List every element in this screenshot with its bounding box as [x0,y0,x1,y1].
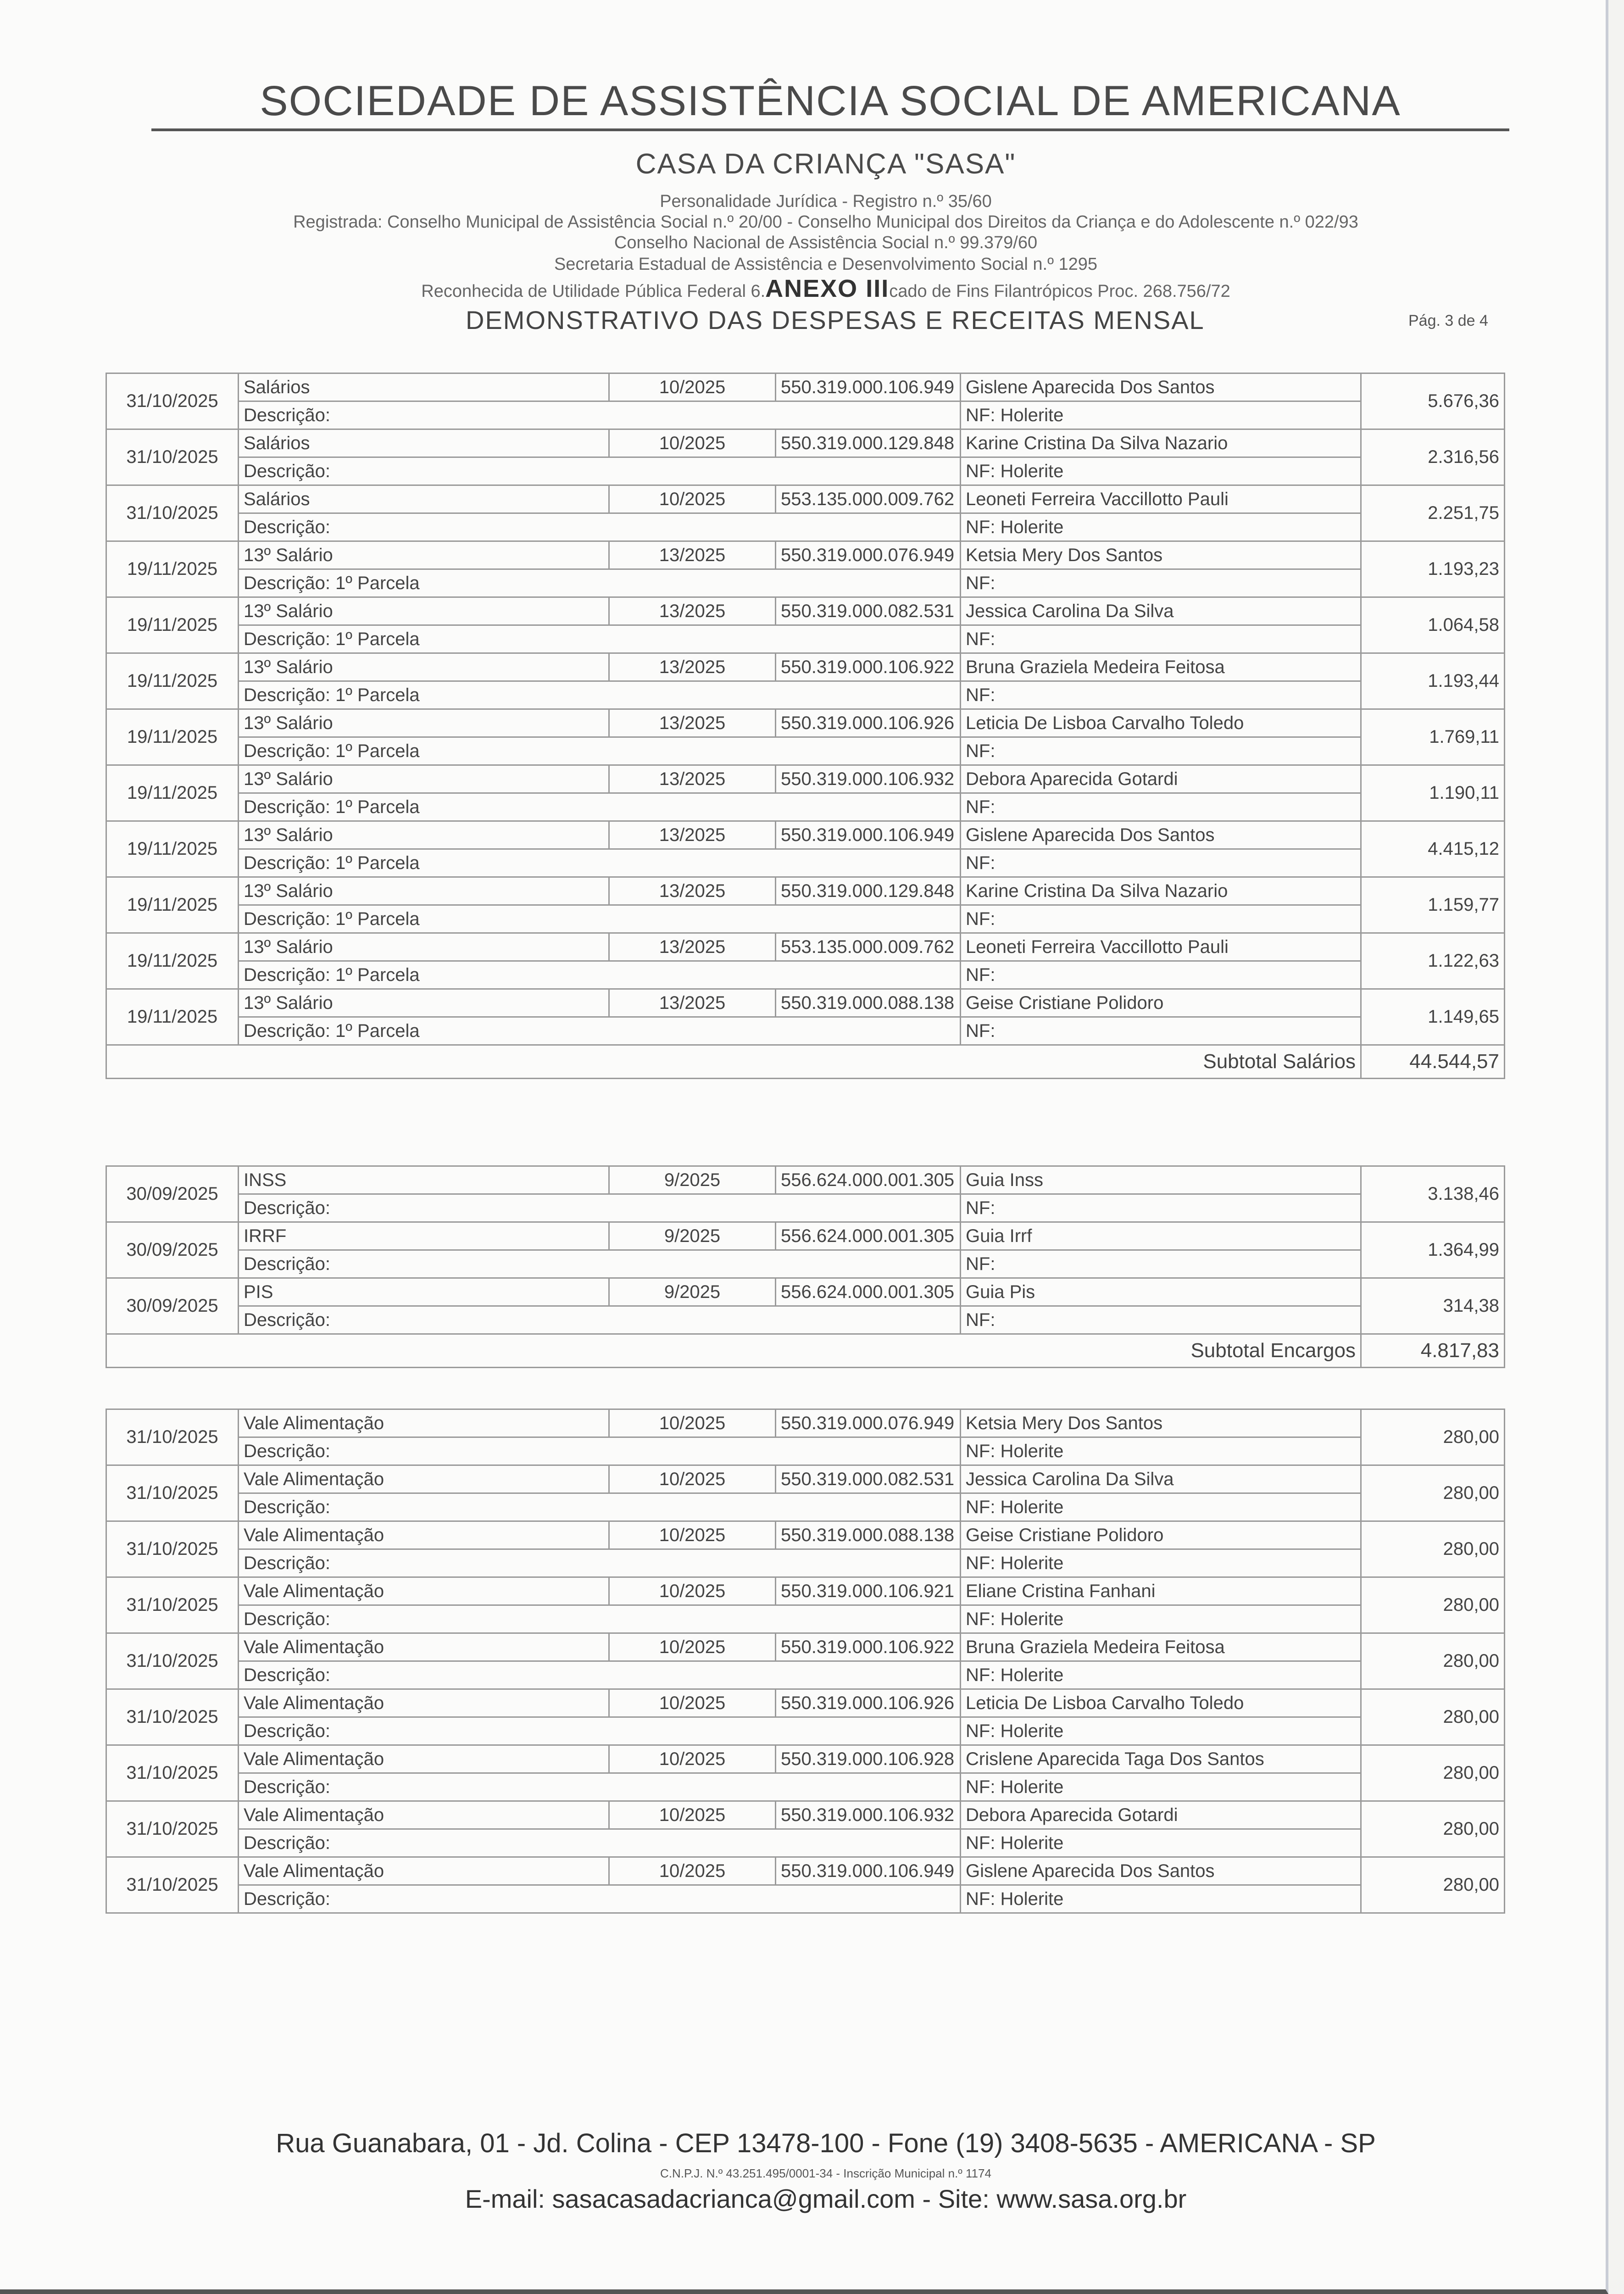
entry-type: Vale Alimentação [239,1409,609,1437]
entry-date: 31/10/2025 [106,485,239,541]
entry-nf: NF: [961,1250,1361,1278]
entry-nf: NF: [961,1194,1361,1222]
subtotal-row [106,1334,1505,1368]
entry-value: 1.769,11 [1361,709,1505,765]
entry-description: Descrição: [239,1306,961,1334]
entry-type: PIS [239,1278,609,1306]
entry-type: Salários [239,485,609,513]
entry-name: Leoneti Ferreira Vaccillotto Pauli [961,933,1361,961]
header-line-3: Conselho Nacional de Assistência Social n.º 99.379/60 [614,233,1038,252]
entry-value: 314,38 [1361,1278,1505,1334]
entry-nf: NF: [961,849,1361,877]
table-row [106,877,1505,905]
entry-name: Eliane Cristina Fanhani [961,1577,1361,1605]
table-row [106,821,1505,849]
table-row-detail [106,1250,1505,1278]
entry-date: 19/11/2025 [106,765,239,821]
entry-account: 550.319.000.082.531 [776,597,961,625]
table-row-detail [106,457,1505,485]
entry-value: 5.676,36 [1361,373,1505,429]
header-line-5 [0,274,1624,303]
entry-value: 1.364,99 [1361,1222,1505,1278]
table-row [106,1857,1505,1885]
entry-period: 13/2025 [609,653,776,681]
entry-account: 550.319.000.106.932 [776,1801,961,1829]
entry-description: Descrição: [239,1885,961,1913]
entry-name: Ketsia Mery Dos Santos [961,541,1361,569]
entry-date: 30/09/2025 [106,1278,239,1334]
entry-description: Descrição: [239,1437,961,1465]
entry-name: Leticia De Lisboa Carvalho Toledo [961,709,1361,737]
entry-period: 9/2025 [609,1222,776,1250]
table-row-detail [106,681,1505,709]
entry-description: Descrição: [239,1250,961,1278]
entry-name: Karine Cristina Da Silva Nazario [961,429,1361,457]
entry-type: 13º Salário [239,597,609,625]
entry-name: Jessica Carolina Da Silva [961,597,1361,625]
entry-nf: NF: Holerite [961,513,1361,541]
entry-nf: NF: Holerite [961,457,1361,485]
table-row [106,765,1505,793]
entry-date: 30/09/2025 [106,1166,239,1222]
table-row [106,1577,1505,1605]
table-row [106,1801,1505,1829]
table-row [106,1278,1505,1306]
entry-name: Leoneti Ferreira Vaccillotto Pauli [961,485,1361,513]
entry-date: 19/11/2025 [106,877,239,933]
entry-nf: NF: [961,569,1361,597]
encargos-table [106,1165,1505,1368]
entry-date: 19/11/2025 [106,989,239,1045]
entry-period: 13/2025 [609,821,776,849]
table-row-detail [106,1306,1505,1334]
entry-account: 550.319.000.076.949 [776,1409,961,1437]
entry-date: 30/09/2025 [106,1222,239,1278]
table-row-detail [106,1717,1505,1745]
entry-description: Descrição: 1º Parcela [239,737,961,765]
entry-period: 13/2025 [609,877,776,905]
table-row [106,653,1505,681]
entry-description: Descrição: 1º Parcela [239,961,961,989]
table-row-detail [106,1194,1505,1222]
table-row-detail [106,1017,1505,1045]
entry-nf: NF: [961,961,1361,989]
entry-value: 1.159,77 [1361,877,1505,933]
entry-nf: NF: [961,905,1361,933]
entry-date: 31/10/2025 [106,1409,239,1465]
entry-period: 10/2025 [609,1745,776,1773]
entry-value: 280,00 [1361,1689,1505,1745]
entry-name: Geise Cristiane Polidoro [961,989,1361,1017]
entry-name: Bruna Graziela Medeira Feitosa [961,1633,1361,1661]
entry-account: 550.319.000.106.926 [776,1689,961,1717]
entry-type: INSS [239,1166,609,1194]
entry-type: Vale Alimentação [239,1521,609,1549]
entry-description: Descrição: 1º Parcela [239,1017,961,1045]
entry-type: Vale Alimentação [239,1633,609,1661]
entry-name: Ketsia Mery Dos Santos [961,1409,1361,1437]
table-row-detail [106,513,1505,541]
entry-period: 13/2025 [609,541,776,569]
entry-name: Debora Aparecida Gotardi [961,1801,1361,1829]
entry-nf: NF: Holerite [961,1605,1361,1633]
entry-description: Descrição: [239,1717,961,1745]
entry-name: Guia Inss [961,1166,1361,1194]
table-row-detail [106,849,1505,877]
table-row-detail [106,1661,1505,1689]
entry-value: 1.122,63 [1361,933,1505,989]
entry-description: Descrição: [239,1549,961,1577]
entry-account: 550.319.000.088.138 [776,1521,961,1549]
table-row [106,989,1505,1017]
entry-name: Gislene Aparecida Dos Santos [961,821,1361,849]
entry-account: 550.319.000.106.922 [776,1633,961,1661]
entry-period: 10/2025 [609,1633,776,1661]
entry-nf: NF: [961,1017,1361,1045]
entry-name: Karine Cristina Da Silva Nazario [961,877,1361,905]
entry-description: Descrição: [239,1605,961,1633]
entry-account: 550.319.000.106.949 [776,1857,961,1885]
entry-period: 10/2025 [609,429,776,457]
header-line-1: Personalidade Jurídica - Registro n.º 35/60 [660,192,992,211]
entry-value: 280,00 [1361,1577,1505,1633]
table-row-detail [106,1773,1505,1801]
table-row-detail [106,1437,1505,1465]
table-row-detail [106,793,1505,821]
table-row-detail [106,569,1505,597]
entry-description: Descrição: 1º Parcela [239,905,961,933]
entry-account: 550.319.000.106.928 [776,1745,961,1773]
entry-type: Salários [239,373,609,401]
subtotal-label: Subtotal Salários [106,1045,1361,1079]
subtotal-value: 4.817,83 [1361,1334,1505,1368]
entry-date: 19/11/2025 [106,709,239,765]
table-row-detail [106,1829,1505,1857]
entry-value: 280,00 [1361,1633,1505,1689]
table-row-detail [106,737,1505,765]
entry-description: Descrição: [239,1661,961,1689]
entry-type: Vale Alimentação [239,1689,609,1717]
entry-value: 4.415,12 [1361,821,1505,877]
table-row-detail [106,905,1505,933]
table-row [106,541,1505,569]
entry-account: 550.319.000.106.922 [776,653,961,681]
entry-date: 31/10/2025 [106,1465,239,1521]
entry-period: 13/2025 [609,709,776,737]
entry-description: Descrição: 1º Parcela [239,849,961,877]
entry-date: 31/10/2025 [106,1521,239,1577]
entry-account: 553.135.000.009.762 [776,485,961,513]
subtotal-value: 44.544,57 [1361,1045,1505,1079]
entry-period: 13/2025 [609,989,776,1017]
entry-account: 550.319.000.106.949 [776,373,961,401]
entry-account: 550.319.000.082.531 [776,1465,961,1493]
table-row [106,1222,1505,1250]
entry-type: 13º Salário [239,933,609,961]
entry-value: 1.149,65 [1361,989,1505,1045]
table-row [106,1633,1505,1661]
entry-nf: NF: [961,793,1361,821]
entry-name: Guia Irrf [961,1222,1361,1250]
entry-type: Vale Alimentação [239,1577,609,1605]
table-row [106,373,1505,401]
entry-name: Debora Aparecida Gotardi [961,765,1361,793]
entry-period: 10/2025 [609,485,776,513]
anexo-label: ANEXO III [765,275,890,302]
table-row-detail [106,1885,1505,1913]
entry-period: 10/2025 [609,1465,776,1493]
entry-value: 280,00 [1361,1745,1505,1801]
header-line-4: Secretaria Estadual de Assistência e Desenvolvimento Social n.º 1295 [554,255,1098,274]
entry-value: 2.316,56 [1361,429,1505,485]
entry-type: 13º Salário [239,821,609,849]
table-row [106,429,1505,457]
entry-name: Guia Pis [961,1278,1361,1306]
org-name: SOCIEDADE DE ASSISTÊNCIA SOCIAL DE AMERICANA [260,78,1401,124]
entry-date: 31/10/2025 [106,1633,239,1689]
entry-nf: NF: Holerite [961,1549,1361,1577]
entry-account: 556.624.000.001.305 [776,1166,961,1194]
entry-value: 1.190,11 [1361,765,1505,821]
entry-period: 10/2025 [609,373,776,401]
entry-name: Jessica Carolina Da Silva [961,1465,1361,1493]
header-line-2: Registrada: Conselho Municipal de Assistência Social n.º 20/00 - Conselho Municipal dos Direitos da Criança e do Adolescente n.º 022/93 [293,212,1358,232]
entry-nf: NF: Holerite [961,1661,1361,1689]
entry-type: IRRF [239,1222,609,1250]
table-row [106,1166,1505,1194]
entry-description: Descrição: 1º Parcela [239,793,961,821]
entry-date: 31/10/2025 [106,1689,239,1745]
entry-account: 550.319.000.076.949 [776,541,961,569]
subtotal-label: Subtotal Encargos [106,1334,1361,1368]
entry-date: 31/10/2025 [106,1801,239,1857]
entry-period: 13/2025 [609,765,776,793]
table-row-detail [106,401,1505,429]
entry-description: Descrição: [239,1829,961,1857]
entry-date: 31/10/2025 [106,429,239,485]
document-title: DEMONSTRATIVO DAS DESPESAS E RECEITAS MENSAL [466,306,1205,334]
entry-value: 3.138,46 [1361,1166,1505,1222]
table-row-detail [106,1493,1505,1521]
entry-account: 556.624.000.001.305 [776,1278,961,1306]
entry-description: Descrição: 1º Parcela [239,625,961,653]
entry-period: 10/2025 [609,1689,776,1717]
entry-description: Descrição: [239,1194,961,1222]
entry-name: Geise Cristiane Polidoro [961,1521,1361,1549]
entry-date: 19/11/2025 [106,597,239,653]
entry-date: 31/10/2025 [106,373,239,429]
entry-type: Vale Alimentação [239,1857,609,1885]
footer-cnpj: C.N.P.J. N.º 43.251.495/0001-34 - Inscrição Municipal n.º 1174 [660,2166,991,2180]
entry-value: 1.193,44 [1361,653,1505,709]
entry-period: 9/2025 [609,1278,776,1306]
entry-description: Descrição: [239,1493,961,1521]
entry-period: 10/2025 [609,1577,776,1605]
table-row [106,1521,1505,1549]
entry-description: Descrição: [239,513,961,541]
table-row [106,485,1505,513]
entry-period: 10/2025 [609,1857,776,1885]
entry-account: 550.319.000.106.921 [776,1577,961,1605]
entry-name: Gislene Aparecida Dos Santos [961,1857,1361,1885]
table-row-detail [106,1605,1505,1633]
entry-name: Gislene Aparecida Dos Santos [961,373,1361,401]
entry-date: 31/10/2025 [106,1857,239,1913]
entry-period: 13/2025 [609,597,776,625]
entry-type: 13º Salário [239,541,609,569]
entry-nf: NF: Holerite [961,1773,1361,1801]
entry-type: Salários [239,429,609,457]
entry-period: 13/2025 [609,933,776,961]
entry-type: 13º Salário [239,989,609,1017]
entry-date: 19/11/2025 [106,933,239,989]
page-number: Pág. 3 de 4 [1408,312,1488,329]
entry-value: 280,00 [1361,1465,1505,1521]
entry-value: 2.251,75 [1361,485,1505,541]
table-row-detail [106,625,1505,653]
entry-account: 550.319.000.106.926 [776,709,961,737]
entry-account: 550.319.000.129.848 [776,877,961,905]
table-row-detail [106,961,1505,989]
footer-contact: E-mail: sasacasadacrianca@gmail.com - Site: www.sasa.org.br [465,2184,1187,2213]
entry-type: Vale Alimentação [239,1801,609,1829]
entry-type: 13º Salário [239,765,609,793]
table-row [106,1689,1505,1717]
entry-name: Crislene Aparecida Taga Dos Santos [961,1745,1361,1773]
entry-nf: NF: Holerite [961,1717,1361,1745]
table-row [106,597,1505,625]
entry-account: 556.624.000.001.305 [776,1222,961,1250]
entry-period: 10/2025 [609,1521,776,1549]
entry-type: 13º Salário [239,877,609,905]
entry-name: Bruna Graziela Medeira Feitosa [961,653,1361,681]
entry-type: Vale Alimentação [239,1465,609,1493]
entry-date: 31/10/2025 [106,1745,239,1801]
table-row [106,709,1505,737]
entry-description: Descrição: 1º Parcela [239,569,961,597]
salarios-table [106,373,1505,1079]
entry-type: 13º Salário [239,709,609,737]
entry-account: 550.319.000.106.949 [776,821,961,849]
title-underline [151,128,1509,131]
entry-period: 10/2025 [609,1801,776,1829]
header-line-5a: Reconhecida de Utilidade Pública Federal 6. [421,282,766,301]
entry-value: 280,00 [1361,1857,1505,1913]
vale-table [106,1409,1505,1914]
entry-date: 19/11/2025 [106,653,239,709]
org-subtitle: CASA DA CRIANÇA "SASA" [635,148,1016,180]
entry-description: Descrição: 1º Parcela [239,681,961,709]
entry-account: 553.135.000.009.762 [776,933,961,961]
entry-nf: NF: Holerite [961,401,1361,429]
entry-nf: NF: [961,737,1361,765]
entry-date: 31/10/2025 [106,1577,239,1633]
entry-type: Vale Alimentação [239,1745,609,1773]
entry-date: 19/11/2025 [106,541,239,597]
entry-nf: NF: Holerite [961,1493,1361,1521]
entry-account: 550.319.000.088.138 [776,989,961,1017]
entry-period: 10/2025 [609,1409,776,1437]
entry-name: Leticia De Lisboa Carvalho Toledo [961,1689,1361,1717]
entry-nf: NF: Holerite [961,1437,1361,1465]
entry-description: Descrição: [239,401,961,429]
subtotal-row [106,1045,1505,1079]
entry-account: 550.319.000.129.848 [776,429,961,457]
entry-description: Descrição: [239,457,961,485]
entry-value: 280,00 [1361,1521,1505,1577]
entry-nf: NF: [961,1306,1361,1334]
entry-value: 280,00 [1361,1801,1505,1857]
entry-value: 1.064,58 [1361,597,1505,653]
entry-type: 13º Salário [239,653,609,681]
entry-nf: NF: Holerite [961,1885,1361,1913]
entry-account: 550.319.000.106.932 [776,765,961,793]
table-row [106,1409,1505,1437]
entry-date: 19/11/2025 [106,821,239,877]
footer-address: Rua Guanabara, 01 - Jd. Colina - CEP 13478-100 - Fone (19) 3408-5635 - AMERICANA - SP [276,2128,1376,2158]
entry-period: 9/2025 [609,1166,776,1194]
entry-value: 1.193,23 [1361,541,1505,597]
entry-nf: NF: [961,681,1361,709]
header-line-5b: cado de Fins Filantrópicos Proc. 268.756/72 [889,282,1230,301]
entry-nf: NF: [961,625,1361,653]
entry-description: Descrição: [239,1773,961,1801]
entry-nf: NF: Holerite [961,1829,1361,1857]
table-row [106,1745,1505,1773]
table-row [106,933,1505,961]
entry-value: 280,00 [1361,1409,1505,1465]
table-row-detail [106,1549,1505,1577]
table-row [106,1465,1505,1493]
